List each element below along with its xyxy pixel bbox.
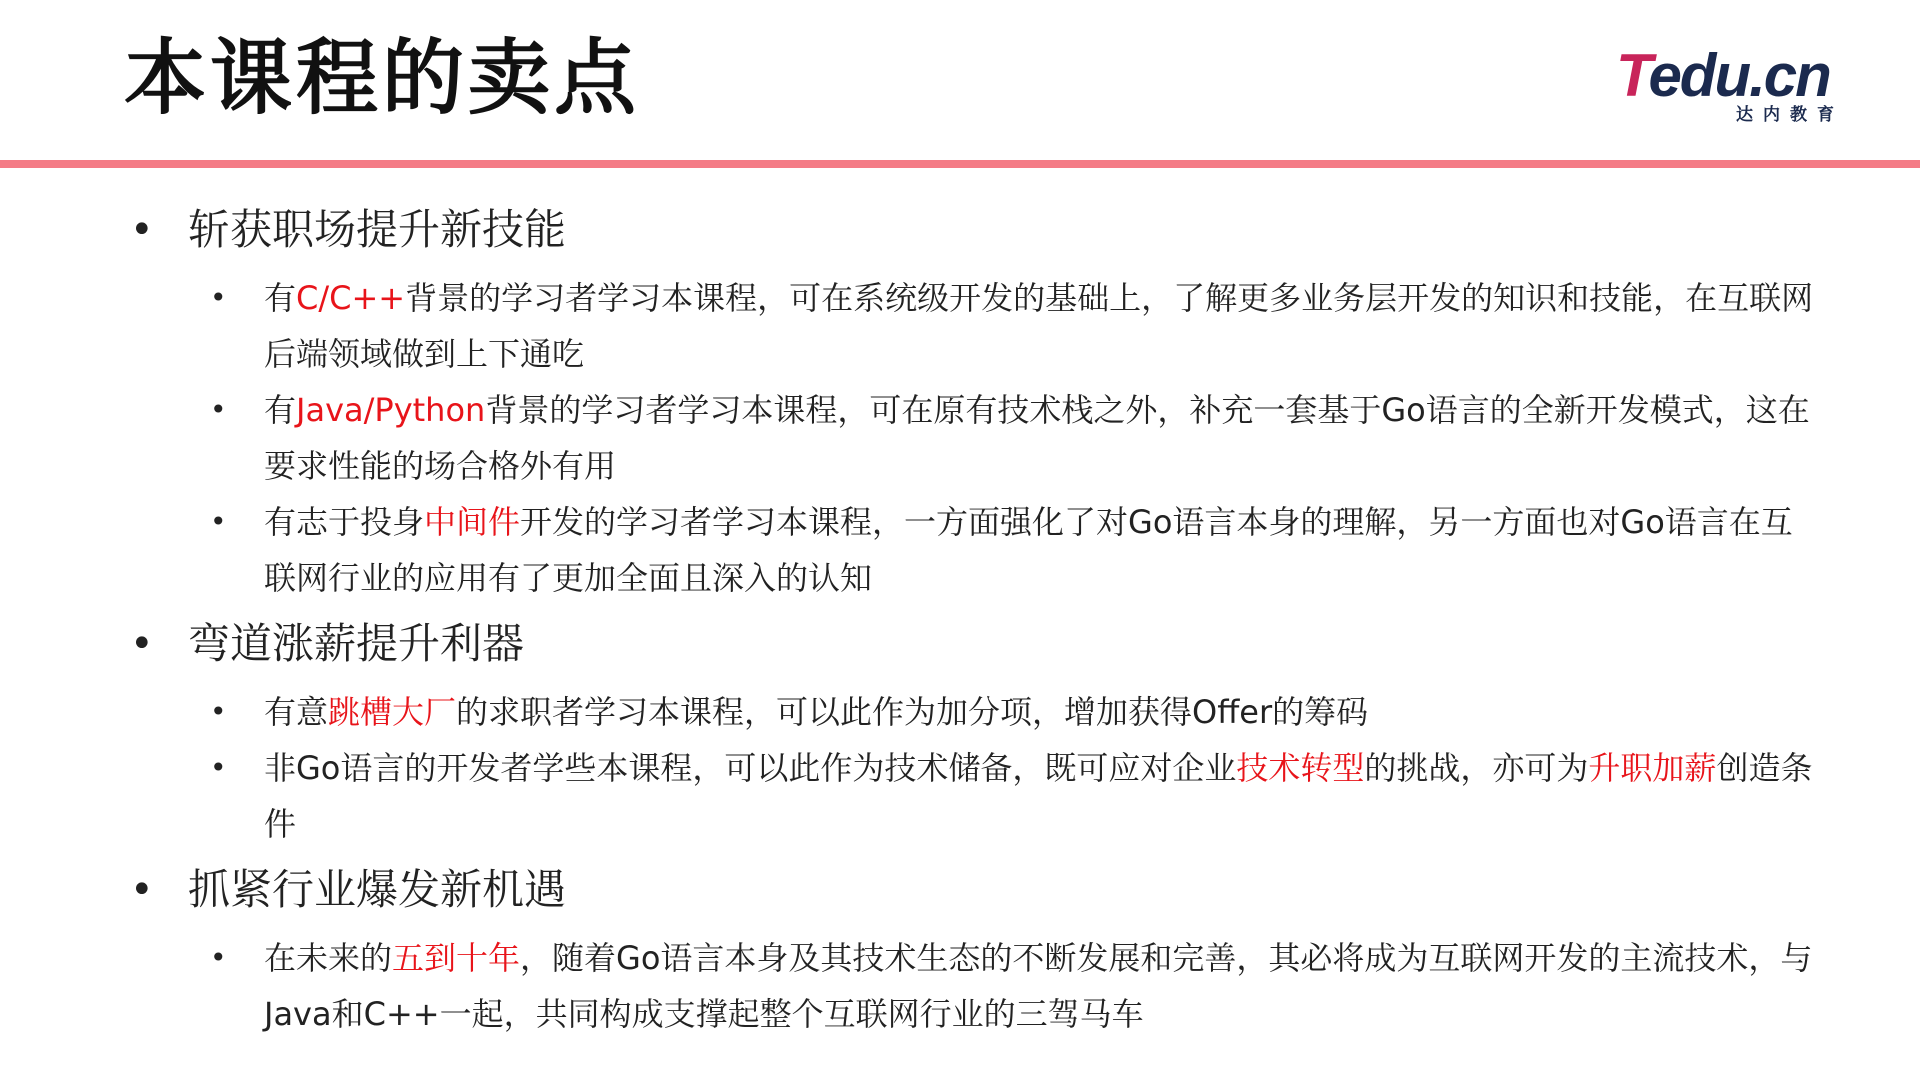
bullet-list bbox=[0, 198, 1920, 1048]
list-item bbox=[0, 270, 1824, 382]
item-text: 背景的学习者学习本课程，可在原有技术栈之外，补充一套基于Go语言的全新开发模式，这在要求性能的场合格外有用 bbox=[264, 391, 1810, 485]
highlight-text: 技术转型 bbox=[1236, 749, 1365, 787]
section-heading bbox=[0, 198, 1920, 262]
highlight-text: C/C++ bbox=[296, 279, 406, 317]
bullet-icon: • bbox=[130, 867, 154, 913]
logo-subtitle: 达内教育 bbox=[1736, 105, 1844, 125]
highlight-text: 中间件 bbox=[424, 503, 521, 541]
section-heading bbox=[0, 858, 1920, 922]
section-heading-text: 抓紧行业爆发新机遇 bbox=[188, 865, 567, 914]
bullet-icon: • bbox=[210, 505, 227, 538]
list-item bbox=[0, 684, 1824, 740]
item-text: 背景的学习者学习本课程，可在系统级开发的基础上，了解更多业务层开发的知识和技能，在互联网后端领域做到上下通吃 bbox=[264, 279, 1814, 373]
list-item bbox=[0, 494, 1824, 606]
section-heading-text: 斩获职场提升新技能 bbox=[188, 205, 567, 254]
logo-mark-t: T bbox=[1616, 42, 1649, 109]
item-text: 有 bbox=[264, 391, 297, 429]
item-text: 非Go语言的开发者学些本课程，可以此作为技术储备，既可应对企业 bbox=[264, 749, 1237, 787]
item-text: 有志于投身 bbox=[264, 503, 425, 541]
highlight-text: 跳槽大厂 bbox=[328, 693, 457, 731]
list-item bbox=[0, 382, 1824, 494]
section bbox=[0, 612, 1920, 852]
item-text: 开发的学习者学习本课程，一方面强化了对Go语言本身的理解，另一方面也对Go语言在互联网行业的应用有了更加全面且深入的认知 bbox=[264, 503, 1793, 597]
highlight-text: 五到十年 bbox=[392, 939, 521, 977]
bullet-icon: • bbox=[210, 393, 227, 426]
logo-mark-rest: edu.cn bbox=[1648, 42, 1830, 109]
section-heading bbox=[0, 612, 1920, 676]
bullet-icon: • bbox=[130, 621, 154, 667]
item-text: 在未来的 bbox=[264, 939, 393, 977]
section bbox=[0, 858, 1920, 1042]
bullet-icon: • bbox=[130, 207, 154, 253]
bullet-icon: • bbox=[210, 281, 227, 314]
item-text: 有意 bbox=[264, 693, 329, 731]
item-text: 有 bbox=[264, 279, 297, 317]
page-title: 本课程的卖点 bbox=[124, 31, 641, 126]
item-text: ，随着Go语言本身及其技术生态的不断发展和完善，其必将成为互联网开发的主流技术，与Java和C++一起，共同构成支撑起整个互联网行业的三驾马车 bbox=[264, 939, 1813, 1033]
bullet-icon: • bbox=[210, 751, 227, 784]
highlight-text: Java/Python bbox=[296, 391, 486, 429]
highlight-text: 升职加薪 bbox=[1588, 749, 1717, 787]
tedu-logo bbox=[1612, 42, 1852, 126]
bullet-icon: • bbox=[210, 695, 227, 728]
item-text: 的求职者学习本课程，可以此作为加分项，增加获得Offer的筹码 bbox=[456, 693, 1369, 731]
section bbox=[0, 198, 1920, 606]
list-item bbox=[0, 930, 1824, 1042]
section-heading-text: 弯道涨薪提升利器 bbox=[188, 619, 525, 668]
item-text: 的挑战，亦可为 bbox=[1364, 749, 1589, 787]
header-divider bbox=[0, 160, 1920, 168]
list-item bbox=[0, 740, 1824, 852]
logo-wordmark bbox=[1616, 42, 1830, 109]
item-text: 创造条件 bbox=[264, 749, 1813, 843]
bullet-icon: • bbox=[210, 941, 227, 974]
